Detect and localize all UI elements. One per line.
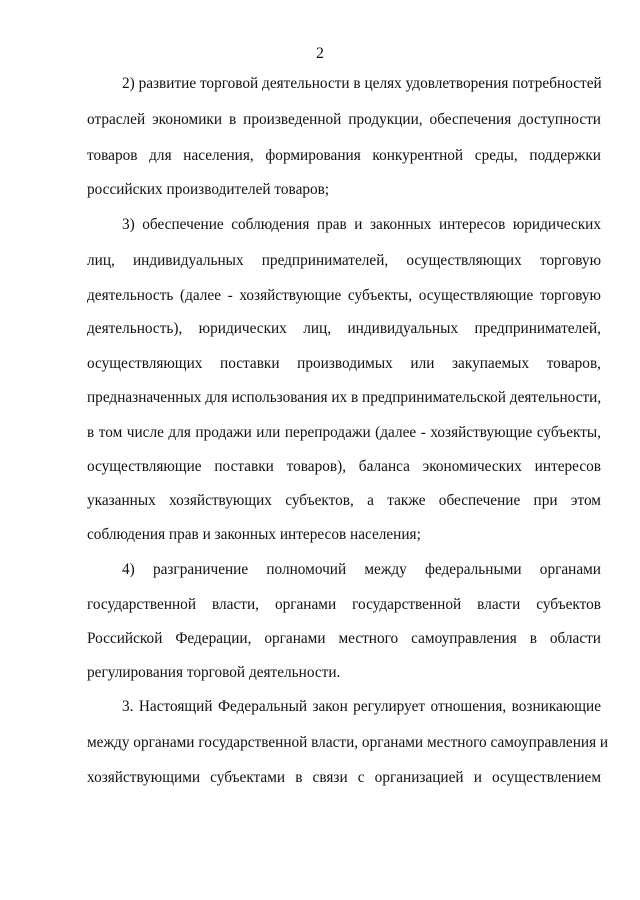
text-line: хозяйствующими субъектами в связи с организацией и осуществлением (87, 769, 601, 786)
text-line: деятельность), юридических лиц, индивидуальных предпринимателей, (87, 320, 601, 337)
text-line: российских производителей товаров; (87, 181, 330, 198)
text-line: 4) разграничение полномочий между федеральными органами (122, 561, 601, 578)
page-number: 2 (316, 45, 324, 62)
text-line: Российской Федерации, органами местного самоуправления в области (87, 630, 601, 647)
text-line: деятельность (далее - хозяйствующие субъекты, осуществляющие торговую (87, 287, 601, 304)
text-line: осуществляющих поставки производимых или закупаемых товаров, (87, 355, 601, 372)
text-line: лиц, индивидуальных предпринимателей, осуществляющих торговую (87, 252, 601, 269)
text-line: товаров для населения, формирования конкурентной среды, поддержки (87, 147, 601, 164)
text-line: 3) обеспечение соблюдения прав и законных интересов юридических (122, 216, 601, 233)
text-line: государственной власти, органами государственной власти субъектов (87, 596, 601, 613)
text-line: предназначенных для использования их в предпринимательской деятельности, (87, 389, 602, 406)
text-line: 3. Настоящий Федеральный закон регулирует отношения, возникающие (122, 698, 601, 715)
text-line: отраслей экономики в произведенной продукции, обеспечения доступности (87, 111, 601, 128)
text-line: 2) развитие торговой деятельности в целях удовлетворения потребностей (122, 75, 602, 92)
text-line: регулирования торговой деятельности. (87, 664, 341, 681)
text-line: указанных хозяйствующих субъектов, а также обеспечение при этом (87, 492, 601, 509)
text-line: осуществляющие поставки товаров), баланса экономических интересов (87, 458, 601, 475)
text-line: между органами государственной власти, органами местного самоуправления и (87, 734, 609, 751)
text-line: соблюдения прав и законных интересов населения; (87, 526, 421, 543)
text-line: в том числе для продажи или перепродажи (далее - хозяйствующие субъекты, (87, 424, 601, 441)
